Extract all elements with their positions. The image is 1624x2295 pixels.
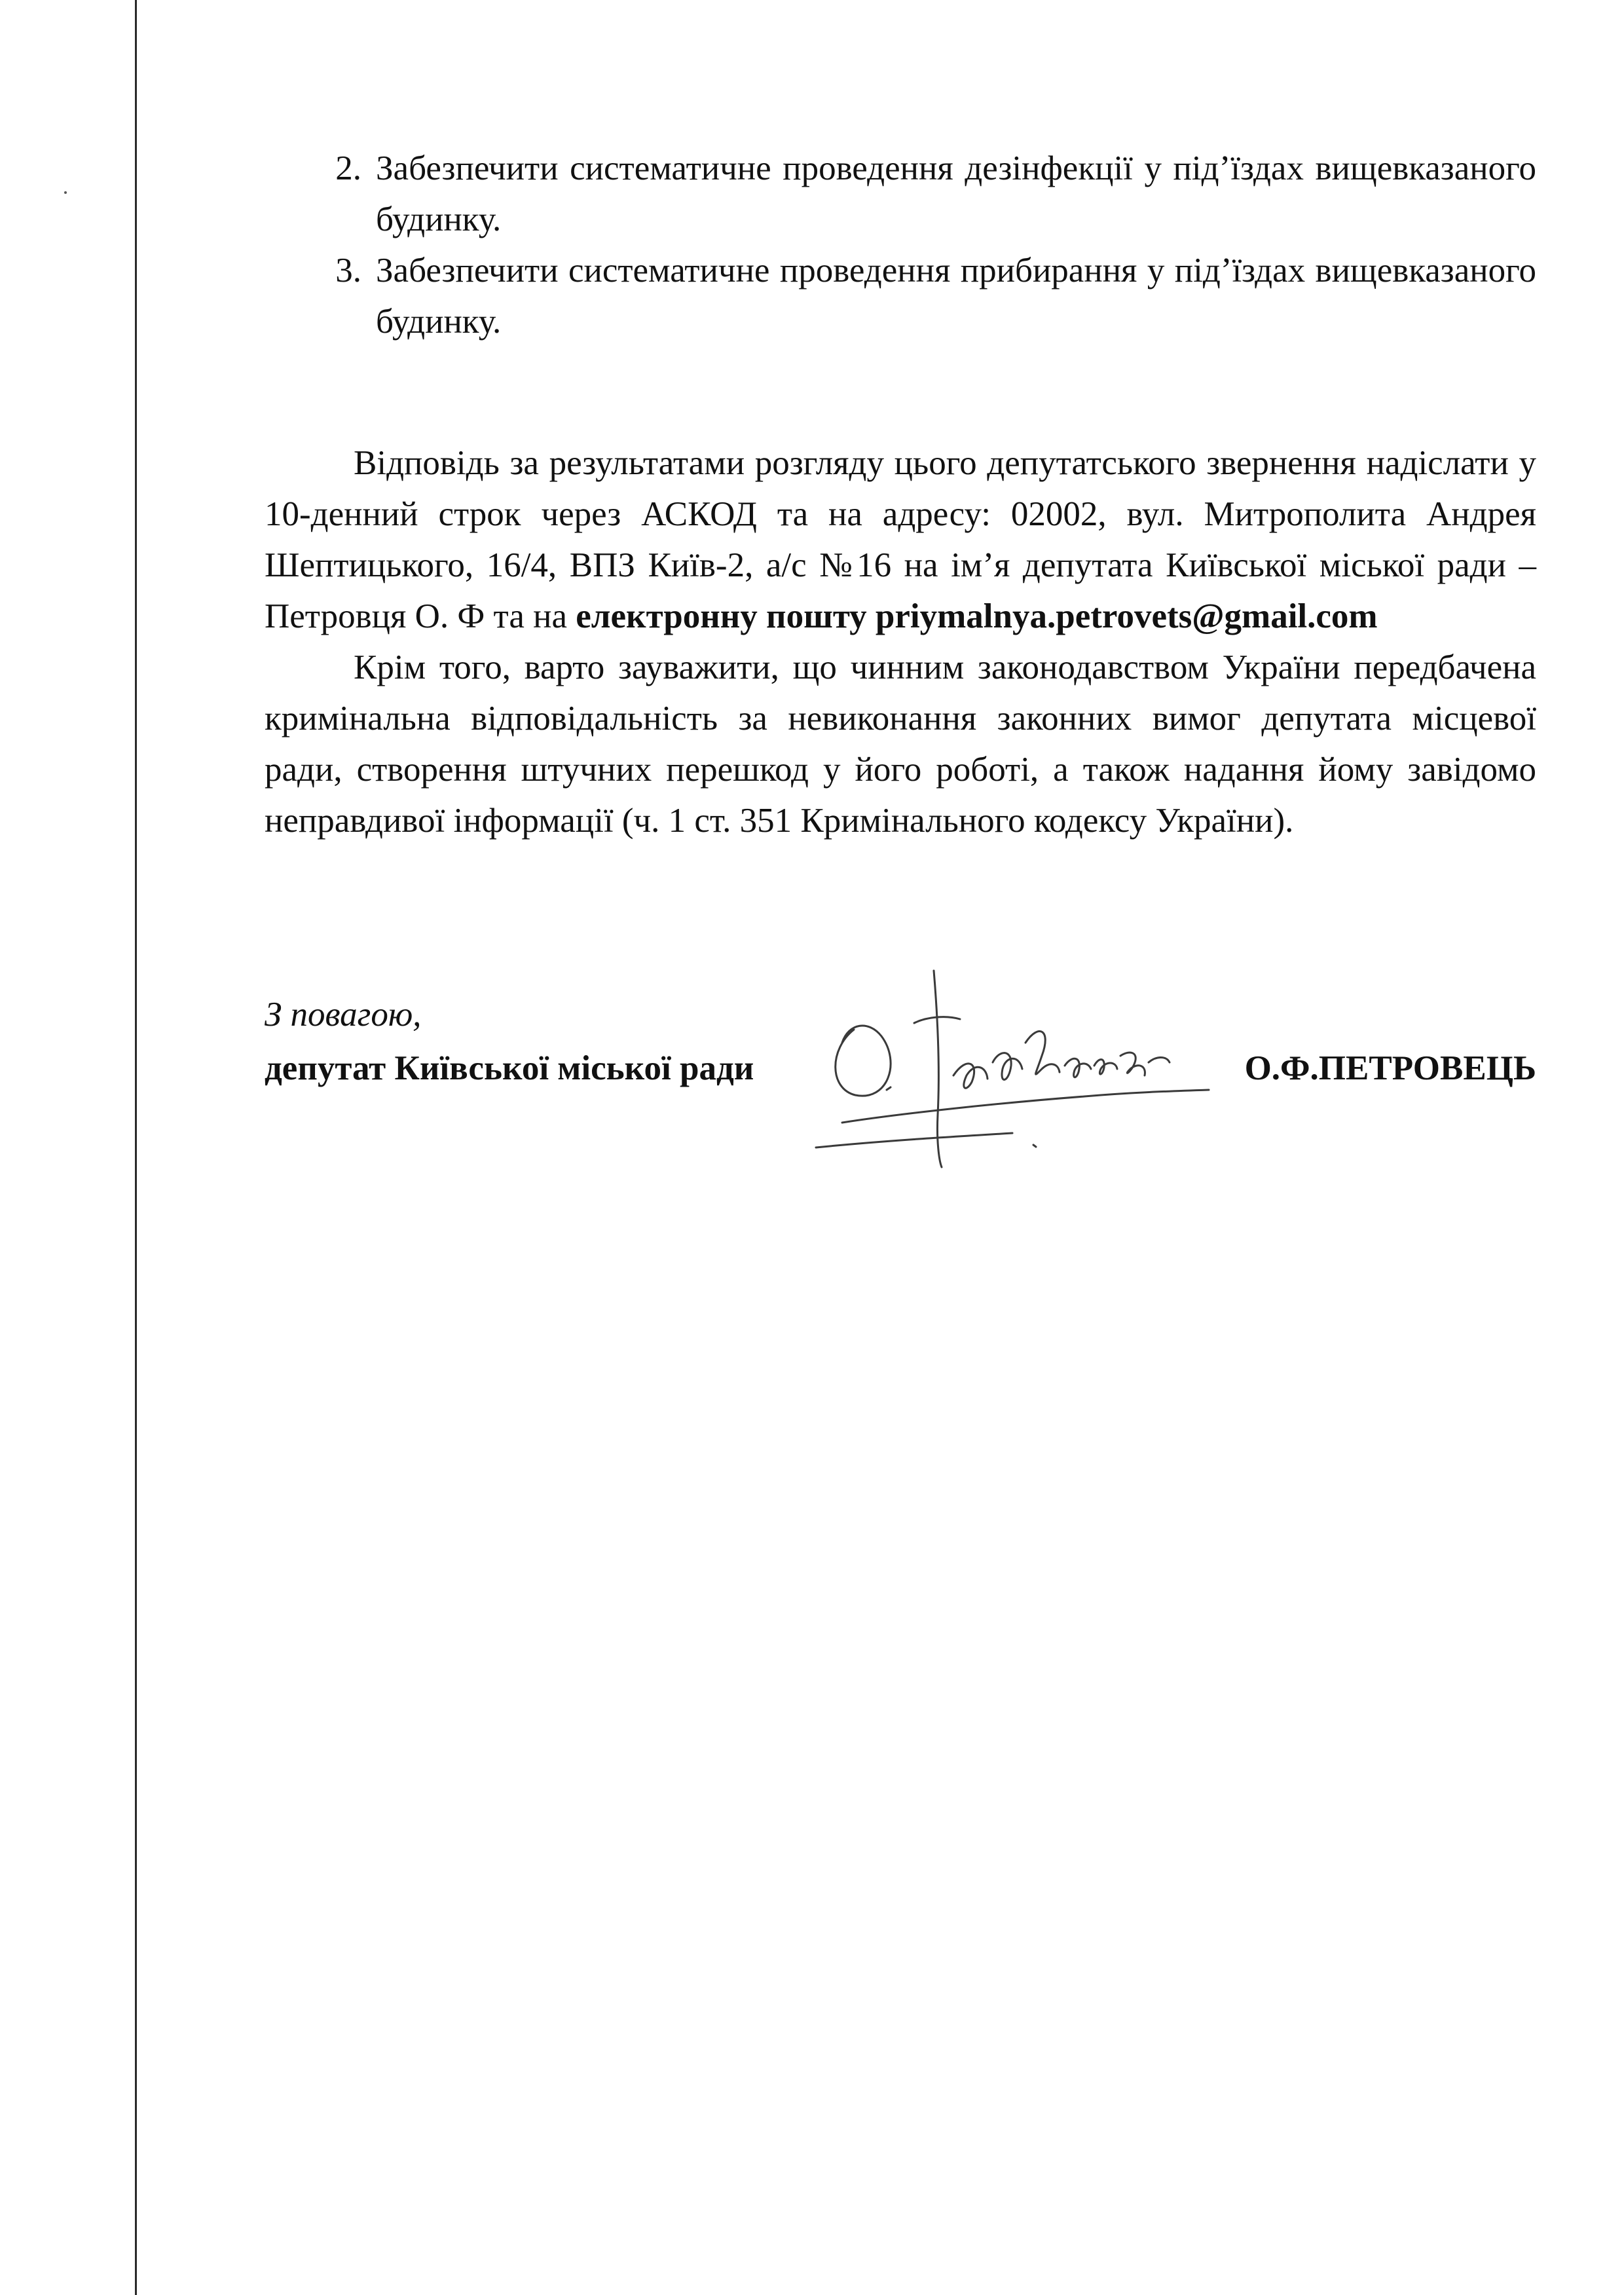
paragraph-spacer	[265, 347, 1536, 438]
signer-name: О.Ф.ПЕТРОВЕЦЬ	[1244, 1049, 1536, 1087]
salutation: З повагою,	[265, 996, 422, 1034]
signer-position: депутат Київської міської ради	[265, 1049, 754, 1087]
list-item	[265, 143, 1536, 245]
email-label: електронну пошту	[576, 597, 867, 635]
liability-paragraph: Крім того, варто зауважити, що чинним законодавством України передбачена кримінальна відповідальність за невиконання законних вимог депутата місцевої ради, створення штучних перешкод у його роботі, а також надання йому завідомо неправдивої інформації (ч. 1 ст. 351 Кримінального кодексу України).	[265, 648, 1536, 840]
response-text: Відповідь за результатами розгляду цього депутатського звернення надіслати у 10-денний строк через АСКОД та на адресу: 02002, вул. Митрополита Андрея Шептицького, 16/4, ВПЗ Київ-2, а/с №16 на ім’я депутата Київської міської ради – Петровця О. Ф та на	[265, 444, 1536, 635]
list-item-text: Забезпечити систематичне проведення прибирання у під’їздах вищевказаного будинку.	[376, 252, 1536, 341]
list-item	[265, 245, 1536, 347]
list-item-number: 3.	[335, 252, 361, 289]
list-item-text: Забезпечити систематичне проведення дезінфекції у під’їздах вищевказаного будинку.	[376, 149, 1536, 238]
list-item-number: 2.	[335, 149, 361, 187]
letter-body	[265, 143, 1536, 846]
scan-speck	[64, 191, 67, 194]
page-margin-line	[135, 0, 137, 2295]
response-paragraph	[265, 438, 1536, 642]
email-address: priymalnya.petrovets@gmail.com	[875, 597, 1378, 635]
handwritten-signature	[803, 951, 1222, 1174]
